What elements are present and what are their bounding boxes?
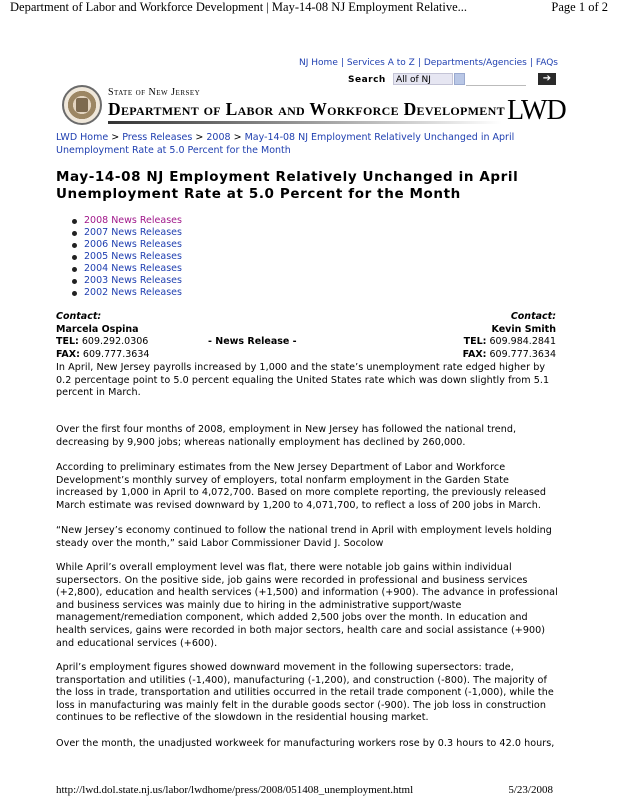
news-link-2002[interactable]: 2002 News Releases bbox=[84, 287, 182, 298]
contact-name: Marcela Ospina bbox=[56, 323, 139, 335]
list-item bbox=[72, 251, 182, 263]
search-input-indicator[interactable] bbox=[454, 73, 465, 85]
banner-divider bbox=[108, 121, 502, 124]
nav-link-nj-home[interactable]: NJ Home bbox=[299, 58, 338, 68]
department-banner bbox=[60, 85, 566, 129]
top-navigation bbox=[299, 58, 558, 68]
tel-value: 609.984.2841 bbox=[489, 336, 556, 347]
body-paragraph: Over the month, the unadjusted workweek for manufacturing workers rose by 0.3 hours to 42.0 hours, bbox=[56, 738, 555, 749]
fax-label: FAX: bbox=[462, 348, 487, 360]
news-link-2003[interactable]: 2003 News Releases bbox=[84, 275, 182, 286]
contact-fax-row bbox=[56, 349, 149, 362]
news-link-2005[interactable]: 2005 News Releases bbox=[84, 251, 182, 262]
nav-separator: | bbox=[417, 58, 421, 68]
news-link-2004[interactable]: 2004 News Releases bbox=[84, 263, 182, 274]
list-item bbox=[72, 275, 182, 287]
breadcrumb-separator: > bbox=[111, 132, 120, 143]
breadcrumb-lwd-home[interactable]: LWD Home bbox=[56, 132, 109, 143]
state-seal-icon bbox=[62, 85, 102, 125]
breadcrumb-current: May-14-08 NJ Employment Relatively Unchanged in April Unemployment Rate at 5.0 Percent for the Month bbox=[56, 132, 515, 156]
contact-fax-row bbox=[463, 349, 556, 362]
body-paragraph: According to preliminary estimates from the New Jersey Department of Labor and Workforce Development’s monthly survey of employers, total nonfarm employment in the Garden State increased by 1,000 in April to 4,072,700. Based on more complete reporting, the previously released March estimate was revised downward by 1,200 to 4,071,700, to reflect a loss of 200 jobs in March. bbox=[56, 462, 547, 511]
nav-separator: | bbox=[340, 58, 344, 68]
state-name: State of New Jersey bbox=[108, 87, 201, 98]
lwd-logo[interactable] bbox=[507, 93, 566, 126]
list-item bbox=[72, 287, 182, 299]
search-go-button[interactable] bbox=[538, 73, 556, 85]
contact-right bbox=[463, 311, 556, 361]
contact-tel-row bbox=[463, 336, 556, 349]
breadcrumb-year[interactable]: 2008 bbox=[206, 132, 231, 143]
news-releases-list bbox=[72, 215, 182, 299]
contact-block bbox=[56, 311, 556, 361]
list-item bbox=[72, 239, 182, 251]
fax-label: FAX: bbox=[56, 348, 80, 360]
breadcrumb-press-releases[interactable]: Press Releases bbox=[122, 132, 193, 143]
search-scope-select[interactable]: All of NJ bbox=[393, 73, 453, 85]
contact-heading: Contact: bbox=[510, 311, 556, 322]
nav-link-services-a-to-z[interactable]: Services A to Z bbox=[346, 58, 415, 68]
nav-separator: | bbox=[529, 58, 533, 68]
body-paragraph: In April, New Jersey payrolls increased by 1,000 and the state’s unemployment rate edged higher by 0.2 percentage point to 5.0 percent equaling the United States rate which was down slightly from 5.1 percent in March. bbox=[56, 362, 550, 399]
list-item bbox=[72, 215, 182, 227]
print-footer-url: http://lwd.dol.state.nj.us/labor/lwdhome/press/2008/051408_unemployment.html bbox=[56, 784, 414, 796]
contact-left bbox=[56, 311, 149, 361]
breadcrumb-separator: > bbox=[233, 132, 242, 143]
print-header bbox=[10, 0, 608, 18]
list-item bbox=[72, 263, 182, 275]
arrow-right-icon: ➔ bbox=[542, 73, 552, 84]
news-link-2006[interactable]: 2006 News Releases bbox=[84, 239, 182, 250]
news-link-2007[interactable]: 2007 News Releases bbox=[84, 227, 182, 238]
print-footer-date: 5/23/2008 bbox=[508, 784, 553, 796]
tel-label: TEL: bbox=[56, 336, 79, 347]
body-paragraph: Over the first four months of 2008, employment in New Jersey has followed the national trend, decreasing by 9,900 jobs; whereas nationally employment has declined by 260,000. bbox=[56, 424, 517, 448]
breadcrumb bbox=[56, 131, 556, 157]
lwd-logo-text: LWD bbox=[507, 95, 566, 126]
contact-tel-row bbox=[56, 336, 149, 349]
fax-value: 609.777.3634 bbox=[489, 348, 556, 360]
nav-link-departments-agencies[interactable]: Departments/Agencies bbox=[423, 58, 527, 68]
nav-link-faqs[interactable]: FAQs bbox=[535, 58, 558, 68]
news-release-label: - News Release - bbox=[208, 336, 297, 347]
body-paragraph: While April’s overall employment level was flat, there were notable job gains within individual supersectors. On the positive side, job gains were recorded in professional and business services (+2,800), education and health services (+1,500) and information (+900). The advance in professional and business services was mainly due to hiring in the administrative support/waste management/remediation component, which added 2,500 jobs over the month. In education and health services, gains were recorded in both major sectors, health care and social assistance (+900) and educational services (+600). bbox=[56, 562, 558, 649]
fax-value: 609.777.3634 bbox=[82, 348, 150, 360]
list-item bbox=[72, 227, 182, 239]
tel-value: 609.292.0306 bbox=[81, 336, 149, 347]
contact-heading: Contact: bbox=[56, 311, 102, 322]
news-link-2008[interactable]: 2008 News Releases bbox=[84, 215, 182, 226]
department-name[interactable]: Department of Labor and Workforce Development bbox=[108, 99, 505, 119]
body-paragraph: “New Jersey’s economy continued to follow the national trend in April with employment levels holding steady over the month,” said Labor Commissioner David J. Socolow bbox=[56, 525, 552, 549]
contact-name: Kevin Smith bbox=[491, 323, 556, 335]
body-paragraph: April’s employment figures showed downward movement in the following supersectors: trade, transportation and utilities (-1,400), manufacturing (-1,200), and construction (-800). The majority of the loss in trade, transportation and utilities occurred in the retail trade component (-1,000), while the loss in manufacturing was mainly felt in the durable goods sector (-900). The job loss in construction continues to be reflective of the slowdown in the residential housing market. bbox=[56, 662, 554, 724]
breadcrumb-separator: > bbox=[195, 132, 204, 143]
print-header-title: Department of Labor and Workforce Development | May-14-08 NJ Employment Relative... bbox=[10, 0, 468, 14]
page-title: May-14-08 NJ Employment Relatively Unchanged in April Unemployment Rate at 5.0 Percent for the Month bbox=[56, 169, 519, 202]
print-header-page-number: Page 1 of 2 bbox=[551, 0, 608, 14]
tel-label: TEL: bbox=[463, 336, 487, 347]
search-label: Search bbox=[348, 75, 386, 85]
